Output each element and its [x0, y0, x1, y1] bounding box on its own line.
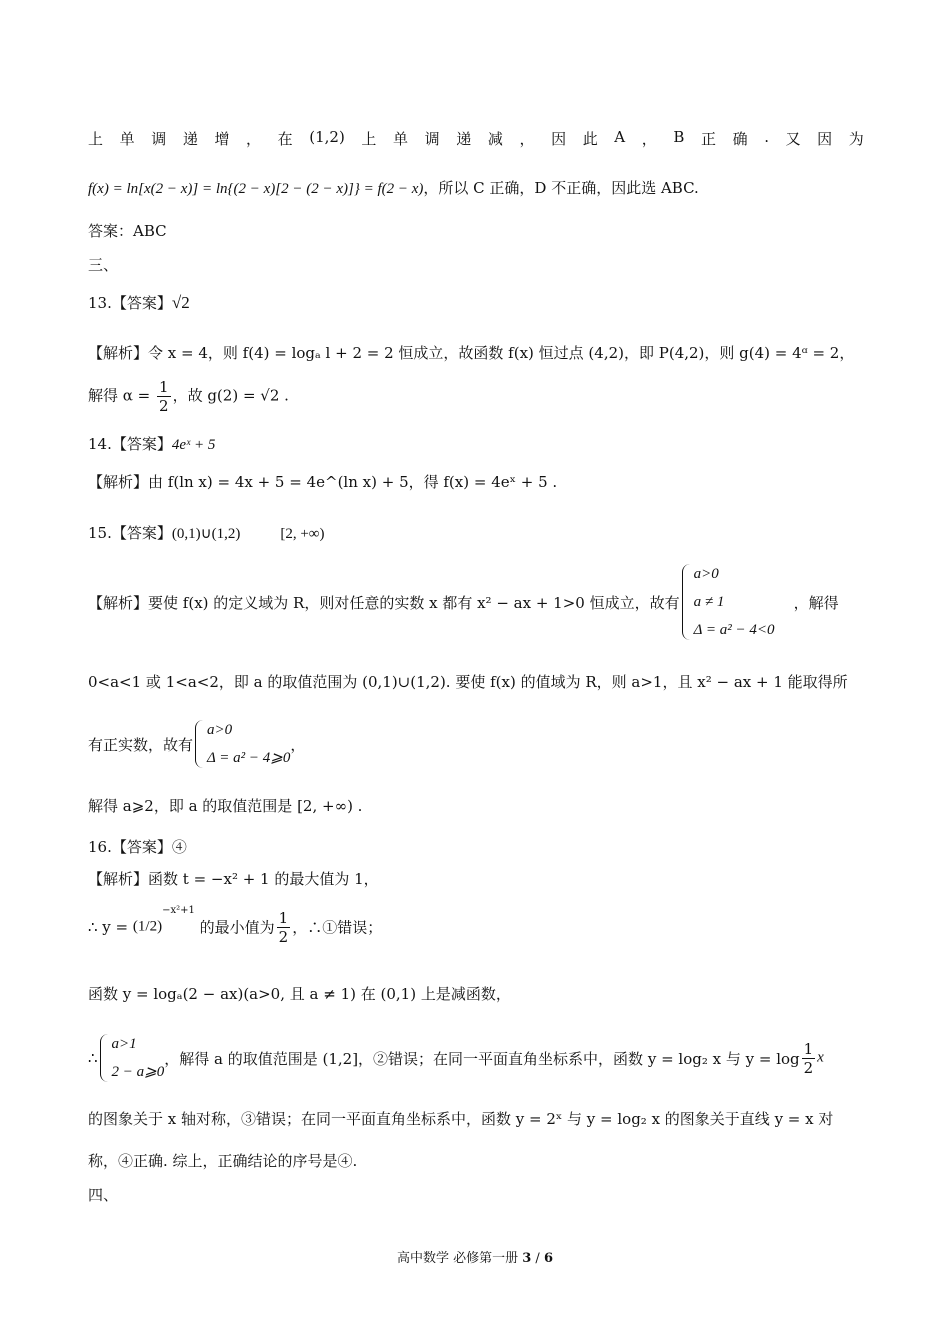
fraction-one-half — [277, 909, 291, 946]
q14-analysis-text: 由 f(ln x) = 4x + 5 = 4e^(ln x) + 5，得 f(x) = 4eˣ + 5 . — [148, 473, 558, 491]
analysis-label: 【解析】 — [88, 593, 149, 612]
page-number: 3 — [522, 1251, 532, 1266]
sys3-row-2: 2 − a⩾0 — [111, 1064, 165, 1080]
line1-word: 又 — [785, 130, 801, 148]
line1-word: 单 — [393, 130, 409, 148]
q15-answer-value-1: (0,1)∪(1,2) — [171, 526, 241, 542]
line1-word: 调 — [424, 130, 440, 148]
q13-analysis-line-2 — [88, 378, 289, 415]
q15-analysis-text-1b: ，解得 — [793, 593, 839, 612]
sys1-row-2: a ≠ 1 — [693, 594, 725, 610]
q15-answer-value-2: [2, +∞) — [280, 526, 325, 542]
q15-analysis-text-1a: 要使 f(x) 的定义域为 R，则对任意的实数 x 都有 x² − ax + 1>0 恒成立，故有 — [148, 593, 680, 612]
line1-word: 为 — [848, 130, 864, 148]
q13-answer — [88, 292, 190, 313]
q15-answer — [88, 522, 324, 543]
q16-answer-value: ④ — [171, 838, 187, 856]
answer-line: 答案：ABC — [88, 222, 167, 240]
sys2-row-2: Δ = a² − 4⩾0 — [207, 750, 291, 766]
q16-answer-label: 16.【答案】 — [88, 838, 172, 856]
line1-word: 调 — [151, 130, 167, 148]
q13-analysis-text-2b: ，故 g(2) = √2 . — [172, 386, 289, 405]
frac-num: 1 — [278, 908, 289, 927]
q16-analysis-text-4c: x — [817, 1049, 824, 1066]
line1-word: 递 — [182, 130, 198, 148]
formula-symmetry: f(x) = ln[x(2 − x)] = ln{(2 − x)[2 − (2 − x)]} = f(2 − x) — [88, 181, 424, 197]
sys1-row-1: a>0 — [693, 566, 719, 582]
text-line-2 — [88, 177, 699, 198]
page-footer — [0, 1247, 950, 1266]
line1-word: 在 — [277, 130, 293, 148]
frac-den: 2 — [278, 927, 289, 946]
text-line-1 — [88, 128, 864, 149]
analysis-label: 【解析】 — [88, 344, 149, 362]
frac-num: 1 — [159, 378, 169, 396]
q16-analysis-line-5: 的图象关于 x 轴对称，③错误；在同一平面直角坐标系中，函数 y = 2ˣ 与 y = log₂ x 的图象关于直线 y = x 对 — [88, 1110, 834, 1128]
page-separator: / — [531, 1251, 544, 1266]
q16-analysis-text-2c: ，∴①错误； — [292, 918, 383, 937]
section-heading-4: 四、 — [88, 1186, 119, 1204]
frac-den: 2 — [803, 1058, 814, 1077]
sys2-row-1: a>0 — [207, 722, 233, 738]
text-conclusion: ，所以 C 正确，D 不正确，因此选 ABC. — [423, 179, 699, 197]
analysis-label: 【解析】 — [88, 473, 149, 491]
q13-analysis-text-1: 令 x = 4，则 f(4) = logₐ l + 2 = 2 恒成立，故函数 f(x) 恒过点 (4,2)，即 P(4,2)，则 g(4) = 4ᵅ = 2， — [148, 344, 855, 362]
q16-analysis-line-6: 称，④正确. 综上，正确结论的序号是④. — [88, 1152, 358, 1170]
fraction-one-half — [157, 378, 171, 415]
line1-word: 确 — [732, 130, 748, 148]
q15-analysis-text-3a: 有正实数，故有 — [88, 735, 194, 754]
line1-word: B — [673, 128, 685, 146]
sys3-row-1: a>1 — [111, 1036, 137, 1052]
footer-text: 高中数学 必修第一册 — [396, 1251, 523, 1266]
sys1-row-3: Δ = a² − 4<0 — [693, 622, 775, 638]
line1-word: ， — [519, 130, 535, 148]
power-base: (1/2) — [132, 918, 163, 935]
q15-analysis-line-1 — [88, 560, 839, 644]
frac-den: 2 — [159, 397, 169, 415]
line1-word: 递 — [456, 130, 472, 148]
line1-word: 单 — [119, 130, 135, 148]
q16-analysis-text-2b: 的最小值为 — [199, 918, 275, 937]
line1-word: 增 — [214, 130, 230, 148]
power-exponent: −x²+1 — [162, 905, 195, 916]
q16-analysis-line-4 — [88, 1030, 824, 1086]
line1-word: (1,2) — [309, 128, 345, 146]
section-heading-3: 三、 — [88, 256, 119, 274]
line1-word: ， — [246, 130, 262, 148]
fraction-one-half — [802, 1040, 816, 1077]
frac-num: 1 — [803, 1039, 814, 1058]
line1-word: 正 — [700, 130, 716, 148]
line1-word: . — [764, 128, 769, 146]
q15-analysis-line-3 — [88, 716, 305, 772]
q14-answer — [88, 433, 215, 454]
system-of-inequalities-3 — [98, 1030, 165, 1086]
q15-analysis-text-3b: ， — [290, 735, 306, 754]
q16-analysis-text-4b: ，解得 a 的取值范围是 (1,2]，②错误；在同一平面直角坐标系中，函数 y = log₂ x 与 y = log — [164, 1049, 800, 1068]
q15-answer-label: 15.【答案】 — [88, 524, 172, 542]
q16-analysis-line-3: 函数 y = logₐ(2 − ax)(a>0, 且 a ≠ 1) 在 (0,1) 上是减函数， — [88, 985, 511, 1003]
line1-word: 因 — [551, 130, 567, 148]
q13-answer-value: √2 — [171, 293, 190, 312]
q14-answer-value: 4eˣ + 5 — [171, 437, 216, 453]
q14-answer-label: 14.【答案】 — [88, 435, 172, 453]
q16-analysis-line-1 — [88, 868, 379, 889]
line1-word: 因 — [817, 130, 833, 148]
line1-word: 减 — [487, 130, 503, 148]
q13-analysis-text-2a: 解得 α = — [88, 386, 151, 405]
line1-word: 此 — [582, 130, 598, 148]
q16-analysis-line-2 — [88, 905, 382, 946]
q16-answer — [88, 836, 187, 857]
analysis-label: 【解析】 — [88, 870, 149, 888]
line1-word: A — [614, 128, 626, 146]
line1-word: 上 — [88, 130, 104, 148]
q16-analysis-text-2a: ∴ y = — [88, 918, 129, 936]
q16-analysis-text-4a: ∴ — [88, 1049, 98, 1067]
q14-analysis — [88, 471, 557, 492]
system-of-inequalities-2 — [193, 716, 290, 772]
q15-analysis-line-4: 解得 a⩾2，即 a 的取值范围是 [2, +∞) . — [88, 797, 363, 815]
q16-analysis-text-1: 函数 t = −x² + 1 的最大值为 1， — [148, 870, 379, 888]
q13-analysis-line-1 — [88, 342, 854, 363]
line1-word: ， — [641, 130, 657, 148]
q15-analysis-line-2: 0<a<1 或 1<a<2，即 a 的取值范围为 (0,1)∪(1,2). 要使 f(x) 的值域为 R，则 a>1，且 x² − ax + 1 能取得所 — [88, 673, 848, 691]
page-total: 6 — [543, 1251, 553, 1266]
line1-word: 上 — [361, 130, 377, 148]
q13-answer-label: 13.【答案】 — [88, 294, 172, 312]
system-of-inequalities-1 — [680, 560, 794, 644]
